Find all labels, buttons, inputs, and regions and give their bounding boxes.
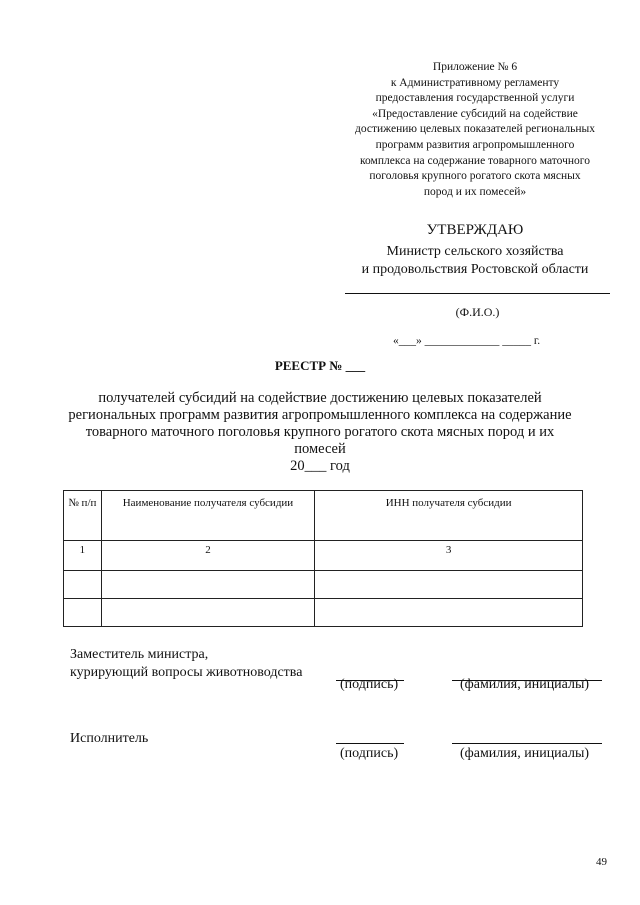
table-cell: 2 (101, 541, 315, 571)
annex-line: поголовья крупного рогатого скота мясных (369, 170, 581, 183)
table-cell: 1 (64, 541, 102, 571)
registry-subtitle-line: региональных программ развития агропромышленного комплекса на содержание (68, 407, 572, 423)
executor-name-blank (452, 743, 602, 744)
annex-line: к Административному регламенту (390, 76, 560, 89)
table-header-row (64, 491, 583, 541)
page-number: 49 (596, 856, 607, 868)
approval-signature-line (345, 293, 610, 294)
deputy-line: Заместитель министра, (70, 647, 209, 662)
annex-line: достижению целевых показателей региональных (355, 123, 595, 136)
registry-subtitle-line: помесей (294, 441, 346, 457)
approval-fio-caption: (Ф.И.О.) (455, 305, 500, 319)
registry-title: РЕЕСТР № ___ (274, 358, 366, 373)
registry-table (63, 490, 583, 627)
approval-position-line1: Министр сельского хозяйства (386, 244, 564, 259)
table-cell (64, 599, 102, 627)
header-cell-number: № п/п (64, 491, 102, 541)
table-row (64, 599, 583, 627)
annex-line: предоставления государственной услуги (375, 92, 575, 105)
deputy-name-caption: (фамилия, инициалы) (460, 677, 590, 692)
table-cell (101, 571, 315, 599)
executor-signature-caption: (подпись) (340, 746, 399, 761)
table-cell (315, 599, 583, 627)
approval-title: УТВЕРЖДАЮ (426, 222, 524, 238)
table-row (64, 541, 583, 571)
header-cell-inn: ИНН получателя субсидии (315, 491, 583, 541)
approval-position-line2: и продовольствия Ростовской области (361, 262, 589, 277)
registry-year-line: 20___ год (290, 458, 350, 474)
table-cell (64, 571, 102, 599)
annex-line: пород и их помесей» (423, 185, 527, 198)
registry-subtitle-line: товарного маточного поголовья крупного рогатого скота мясных пород и их (85, 424, 555, 440)
executor-signature-blank (336, 743, 404, 744)
annex-line: комплекса на содержание товарного маточного (360, 154, 590, 167)
table-cell (315, 571, 583, 599)
header-cell-recipient-name: Наименование получателя субсидии (101, 491, 315, 541)
table-cell (101, 599, 315, 627)
deputy-line: курирующий вопросы животноводства (70, 665, 303, 680)
annex-line: программ развития агропромышленного (375, 138, 575, 151)
executor-label: Исполнитель (70, 731, 149, 746)
table-row (64, 571, 583, 599)
approval-date-line: «___» _____________ _____ г. (393, 335, 541, 347)
executor-name-caption: (фамилия, инициалы) (460, 746, 590, 761)
deputy-signature-caption: (подпись) (340, 677, 399, 692)
deputy-minister-label (70, 646, 302, 682)
registry-subtitle (60, 390, 580, 475)
annex-header (330, 60, 620, 200)
annex-line: «Предоставление субсидий на содействие (372, 107, 578, 120)
registry-subtitle-line: получателей субсидий на содействие достижению целевых показателей (98, 390, 542, 406)
table-cell: 3 (315, 541, 583, 571)
annex-line: Приложение № 6 (432, 61, 518, 73)
